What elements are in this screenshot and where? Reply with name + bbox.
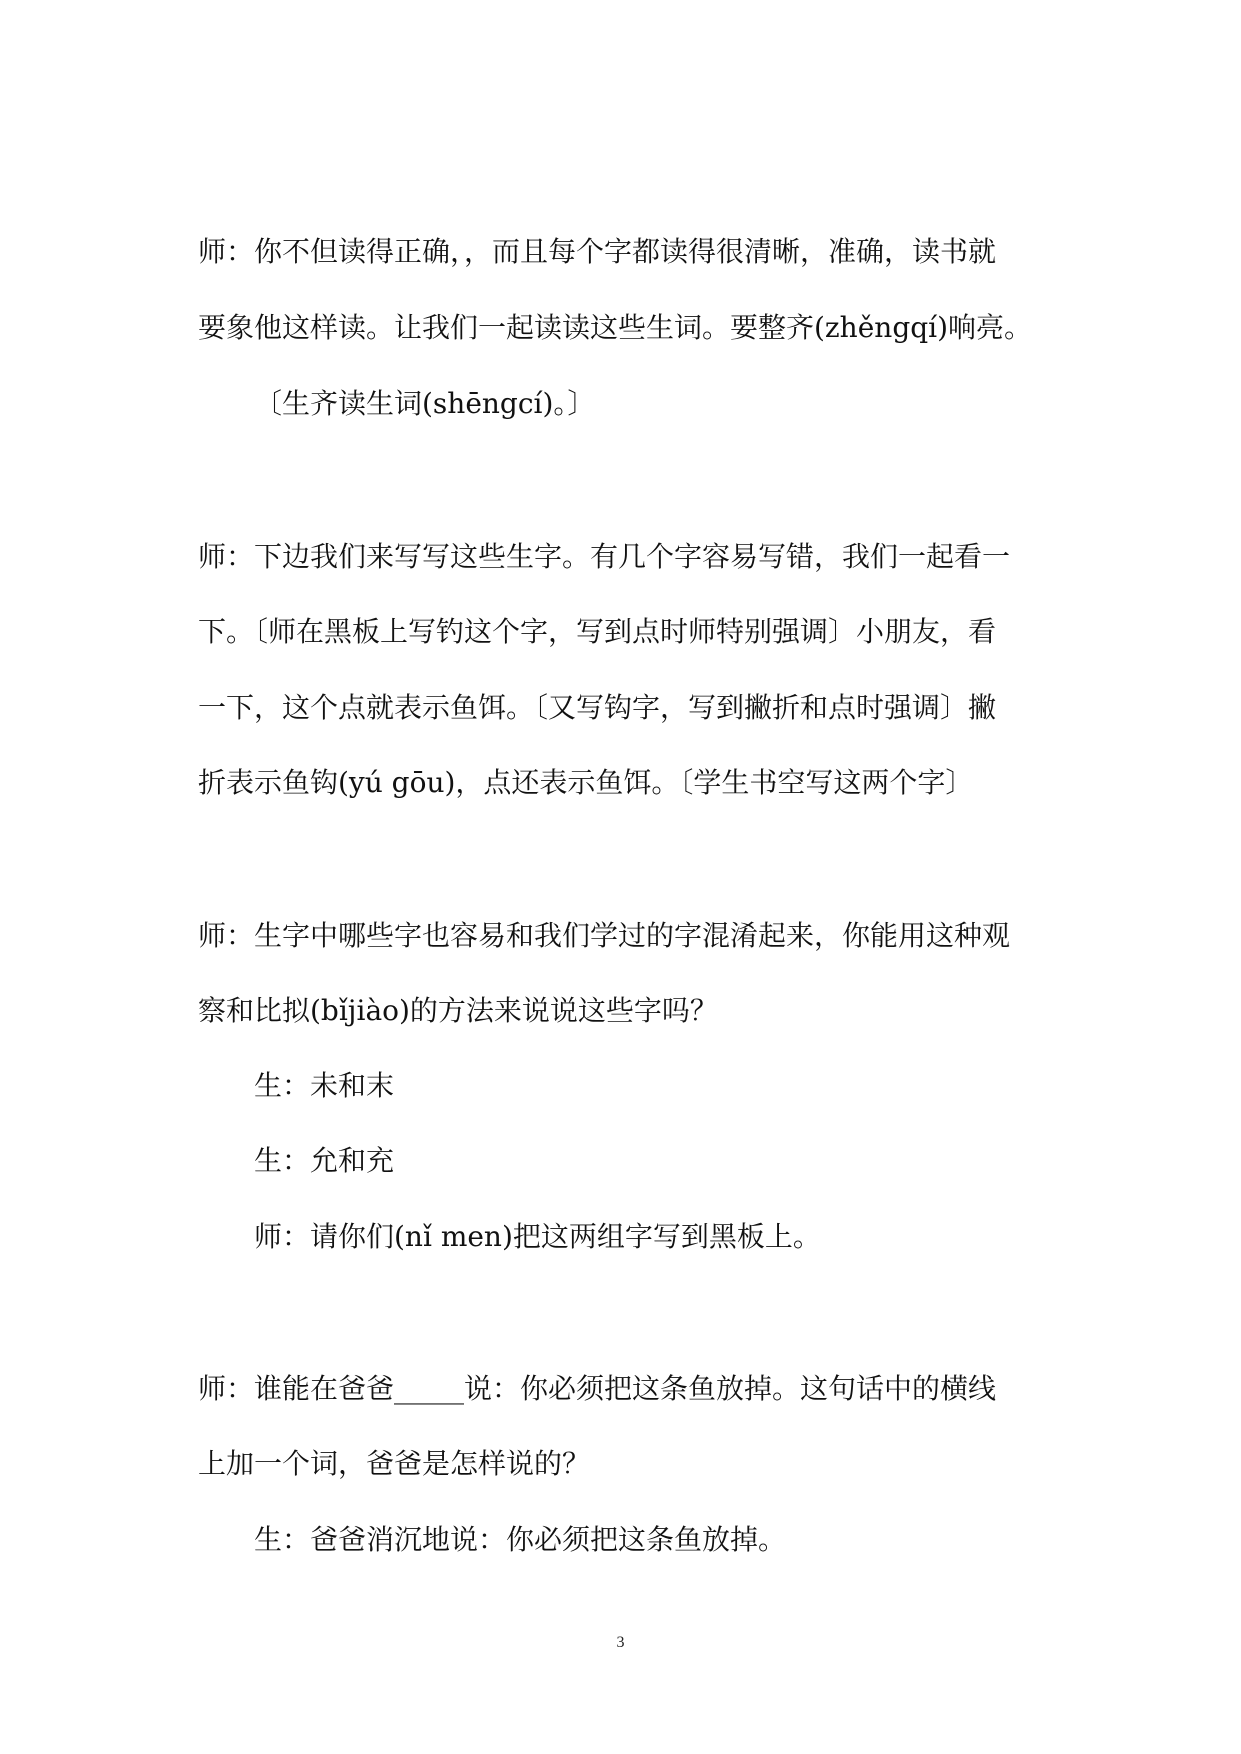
text-line: 师：请你们(nǐ men)把这两组字写到黑板上。 xyxy=(254,1220,821,1253)
text-line: 折表示鱼钩(yú gōu)，点还表示鱼饵。〔学生书空写这两个字〕 xyxy=(198,766,974,799)
text-line: 〔生齐读生词(shēngcí)。〕 xyxy=(254,387,596,420)
text-line: 生：允和充 xyxy=(254,1144,395,1177)
text-line: 生：爸爸消沉地说：你必须把这条鱼放掉。 xyxy=(254,1523,787,1556)
text-line: 师：谁能在爸爸_____说：你必须把这条鱼放掉。这句话中的横线 xyxy=(198,1372,997,1405)
text-line: 下。〔师在黑板上写钓这个字，写到点时师特别强调〕小朋友，看 xyxy=(198,615,997,648)
text-line: 察和比拟(bǐjiào)的方法来说说这些字吗？ xyxy=(198,994,718,1027)
text-line: 师：生字中哪些字也容易和我们学过的字混淆起来，你能用这种观 xyxy=(198,919,1011,952)
page-number: 3 xyxy=(616,1634,625,1651)
text-line: 一下，这个点就表示鱼饵。〔又写钩字，写到撇折和点时强调〕撇 xyxy=(198,691,997,724)
text-line: 师：下边我们来写写这些生字。有几个字容易写错，我们一起看一 xyxy=(198,540,1011,573)
text-line: 要象他这样读。让我们一起读读这些生词。要整齐(zhěngqí)响亮。 xyxy=(198,311,1033,344)
text-line: 生：未和末 xyxy=(254,1069,395,1102)
text-line: 上加一个词，爸爸是怎样说的？ xyxy=(198,1447,591,1480)
text-line: 师：你不但读得正确，，而且每个字都读得很清晰，准确，读书就 xyxy=(198,235,997,268)
